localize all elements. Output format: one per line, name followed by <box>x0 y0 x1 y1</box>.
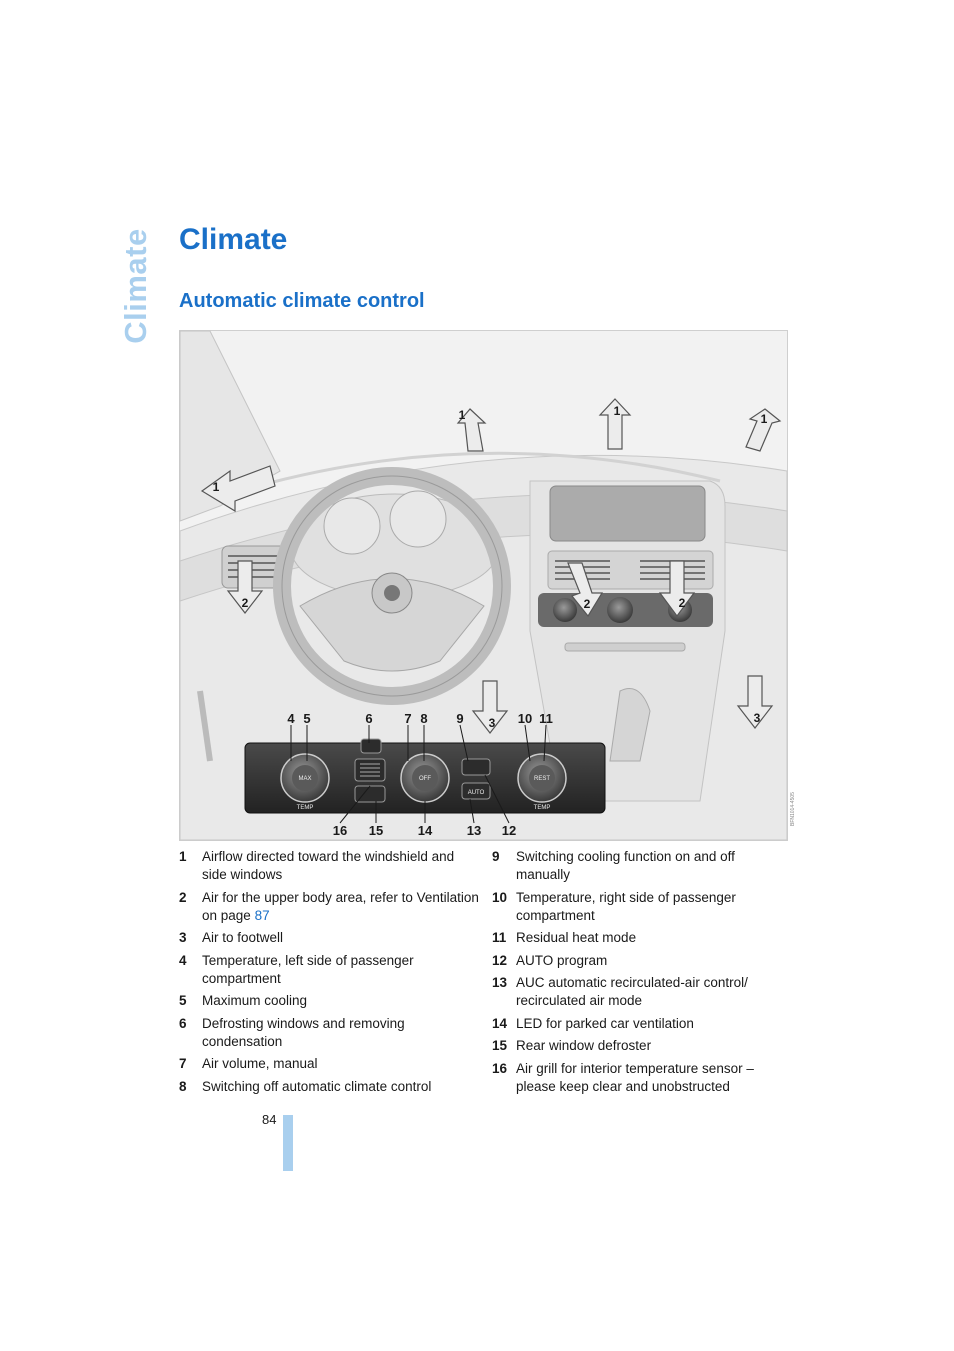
callout-label: 15 <box>368 823 384 838</box>
item-text: Temperature, left side of passenger compartment <box>202 952 414 986</box>
callout-label: 6 <box>365 711 373 726</box>
callout-label: 16 <box>332 823 348 838</box>
callout-label: 13 <box>466 823 482 838</box>
panel-label: TEMP <box>296 805 314 811</box>
list-item <box>492 974 787 1010</box>
list-item <box>179 952 479 988</box>
item-number: 7 <box>179 1056 187 1071</box>
airflow-label: 1 <box>613 404 621 418</box>
item-number: 1 <box>179 849 187 864</box>
item-text: Switching cooling function on and off manually <box>516 849 735 882</box>
callout-label: 5 <box>303 711 311 726</box>
chapter-side-tab-label: Climate <box>118 228 153 344</box>
list-item <box>492 1015 787 1033</box>
item-number: 10 <box>492 889 508 905</box>
airflow-label: 1 <box>760 412 768 426</box>
dashboard-illustration <box>179 330 796 841</box>
item-text: Airflow directed toward the windshield and side windows <box>202 849 455 882</box>
list-item <box>492 929 787 947</box>
item-text: Maximum cooling <box>202 993 308 1008</box>
item-number: 6 <box>179 1015 187 1031</box>
item-text: AUTO program <box>516 952 608 968</box>
page-link[interactable]: 87 <box>254 907 270 923</box>
item-number: 16 <box>492 1060 508 1076</box>
item-text: Air for the upper body area, refer to Ventilation on page <box>202 889 479 923</box>
item-text-with-link <box>202 889 479 925</box>
list-item <box>179 992 479 1010</box>
list-item <box>179 1078 479 1096</box>
callout-label: 10 <box>517 711 533 726</box>
item-text: LED for parked car ventilation <box>516 1015 694 1031</box>
list-item <box>492 1060 787 1096</box>
item-number: 8 <box>179 1078 187 1094</box>
airflow-label: 2 <box>583 597 591 611</box>
callout-label: 11 <box>539 711 553 726</box>
airflow-label: 1 <box>212 480 220 494</box>
item-text: Defrosting windows and removing condensation <box>202 1015 405 1049</box>
item-text: Temperature, right side of passenger compartment <box>516 889 736 923</box>
item-text: Air to footwell <box>202 930 284 945</box>
item-text: Air grill for interior temperature sensor – please keep clear and unobstructed <box>516 1060 754 1094</box>
legend-list-right <box>492 848 787 1100</box>
item-text: AUC automatic recirculated-air control/ recirculated air mode <box>516 975 748 1008</box>
page-marker-bar <box>283 1115 293 1171</box>
item-number: 12 <box>492 952 508 968</box>
page-number: 84 <box>262 1112 277 1127</box>
airflow-label: 3 <box>753 711 761 725</box>
list-item <box>492 952 787 970</box>
list-item <box>179 848 479 884</box>
airflow-label: 3 <box>488 716 496 730</box>
image-code: BFN1014-4505 <box>790 792 796 826</box>
list-item <box>179 889 479 925</box>
callout-label: 14 <box>417 823 433 838</box>
page-title: Climate <box>179 223 288 256</box>
callout-label: 9 <box>456 711 464 726</box>
callout-label: 12 <box>501 823 517 838</box>
list-item <box>492 889 787 925</box>
panel-label: OFF <box>419 776 431 782</box>
callout-label: 8 <box>420 711 428 726</box>
list-item <box>179 1055 479 1073</box>
callout-label: 4 <box>287 711 295 726</box>
item-number: 14 <box>492 1015 508 1031</box>
panel-label: TEMP <box>533 805 551 811</box>
item-number: 3 <box>179 930 187 945</box>
list-item <box>492 848 787 884</box>
item-number: 5 <box>179 993 187 1008</box>
item-text: Air volume, manual <box>202 1056 318 1071</box>
legend-list-left <box>179 848 479 1100</box>
item-number: 15 <box>492 1038 508 1053</box>
section-title: Automatic climate control <box>179 290 425 312</box>
item-number: 13 <box>492 975 508 990</box>
chapter-side-tab <box>116 226 156 346</box>
airflow-label: 1 <box>458 408 466 422</box>
panel-label: REST <box>533 776 551 782</box>
list-item <box>179 929 479 947</box>
airflow-label: 2 <box>678 596 686 610</box>
item-text: Rear window defroster <box>516 1038 652 1053</box>
item-text: Switching off automatic climate control <box>202 1078 432 1094</box>
airflow-label: 2 <box>241 596 249 610</box>
callout-label: 7 <box>404 711 412 726</box>
item-text: Residual heat mode <box>516 930 637 945</box>
list-item <box>492 1037 787 1055</box>
item-number: 4 <box>179 952 187 968</box>
item-number: 2 <box>179 889 187 905</box>
item-number: 9 <box>492 849 500 864</box>
item-number: 11 <box>492 930 507 945</box>
list-item <box>179 1015 479 1051</box>
panel-label: MAX <box>298 776 312 782</box>
panel-label: AUTO <box>467 790 485 796</box>
